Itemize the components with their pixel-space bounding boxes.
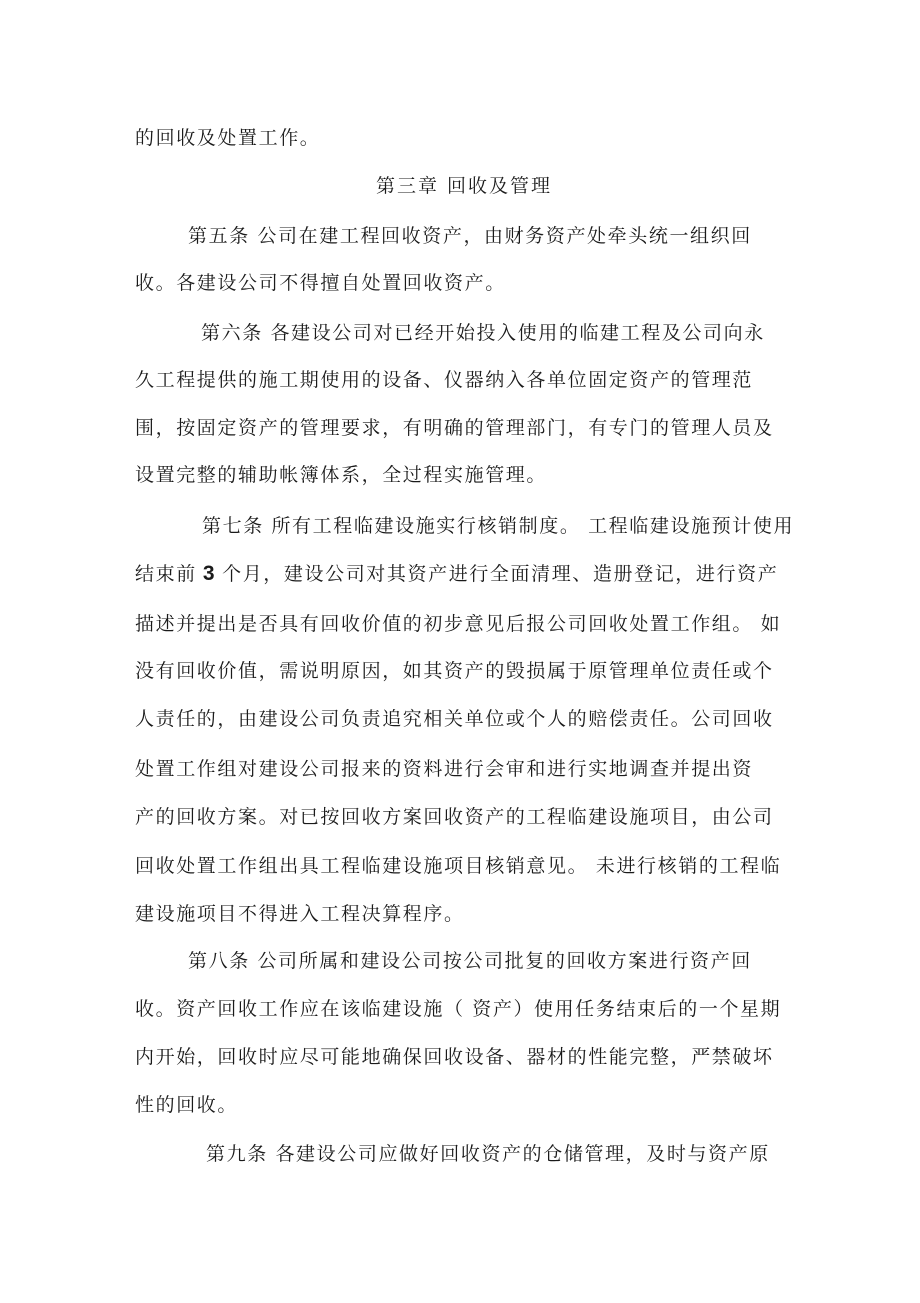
article-5-line: 第五条 公司在建工程回收资产，由财务资产处牵头统一组织回 bbox=[188, 225, 752, 247]
text-line: 收。资产回收工作应在该临建设施（ 资产）使用任务结束后的一个星期 bbox=[135, 998, 782, 1020]
text-line: 建设施项目不得进入工程决算程序。 bbox=[135, 903, 465, 925]
text-line: 人责任的，由建设公司负责追究相关单位或个人的赔偿责任。公司回收 bbox=[135, 708, 774, 730]
article-7-line: 第七条 所有工程临建设施实行核销制度。 工程临建设施预计使用 bbox=[202, 515, 795, 537]
text-line bbox=[135, 562, 778, 586]
text-line: 没有回收价值，需说明原因，如其资产的毁损属于原管理单位责任或个 bbox=[135, 660, 774, 682]
text-line: 回收处置工作组出具工程临建设施项目核销意见。 未进行核销的工程临 bbox=[135, 855, 782, 877]
text-fragment: 个月，建设公司对其资产进行全面清理、造册登记，进行资产 bbox=[222, 563, 779, 585]
text-fragment: 结束前 bbox=[135, 563, 197, 585]
article-9-line: 第九条 各建设公司应做好回收资产的仓储管理，及时与资产原 bbox=[206, 1143, 770, 1165]
text-line: 描述并提出是否具有回收价值的初步意见后报公司回收处置工作组。 如 bbox=[135, 613, 782, 635]
number-value: 3 bbox=[202, 562, 217, 585]
text-line: 设置完整的辅助帐簿体系，全过程实施管理。 bbox=[135, 464, 548, 486]
article-6-line: 第六条 各建设公司对已经开始投入使用的临建工程及公司向永 bbox=[201, 322, 765, 344]
text-line: 久工程提供的施工期使用的设备、仪器纳入各单位固定资产的管理范 bbox=[135, 369, 754, 391]
text-line: 内开始，回收时应尽可能地确保回收设备、器材的性能完整，严禁破坏 bbox=[135, 1046, 774, 1068]
text-line: 性的回收。 bbox=[135, 1094, 239, 1116]
text-line: 收。各建设公司不得擅自处置回收资产。 bbox=[135, 272, 506, 294]
chapter-heading: 第三章 回收及管理 bbox=[376, 175, 553, 197]
text-line: 产的回收方案。对已按回收方案回收资产的工程临建设施项目，由公司 bbox=[135, 806, 774, 828]
text-line: 处置工作组对建设公司报来的资料进行会审和进行实地调查并提出资 bbox=[135, 758, 754, 780]
text-line: 的回收及处置工作。 bbox=[135, 127, 321, 149]
text-line: 围，按固定资产的管理要求，有明确的管理部门，有专门的管理人员及 bbox=[135, 417, 774, 439]
article-8-line: 第八条 公司所属和建设公司按公司批复的回收方案进行资产回 bbox=[188, 950, 752, 972]
